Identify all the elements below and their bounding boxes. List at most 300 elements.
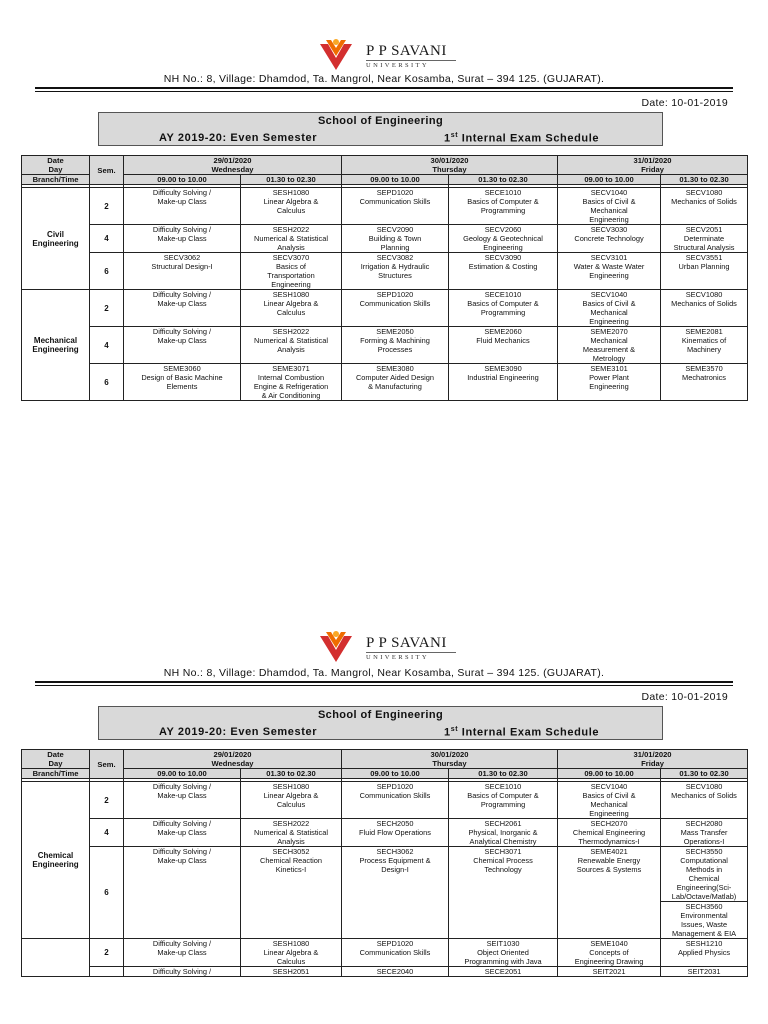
- cell-line: SECV1080: [685, 188, 723, 197]
- cell-line: Communication Skills: [359, 197, 431, 206]
- cell-line: Kinematics of: [681, 336, 727, 345]
- exam-subject-cell: [124, 253, 241, 290]
- issue-date: Date: 10-01-2019: [641, 97, 728, 109]
- cell-line: Design-I: [381, 865, 409, 874]
- exam-subject-cell: [558, 290, 661, 327]
- brand-subtitle: UNIVERSITY: [366, 60, 456, 69]
- exam-subject-cell: [558, 364, 661, 401]
- exam-day: Wednesday: [211, 165, 254, 174]
- cell-line: SEME2081: [685, 327, 723, 336]
- cell-line: Operations-I: [683, 837, 725, 846]
- cell-line: Sources & Systems: [576, 865, 642, 874]
- cell-line: Calculus: [276, 957, 306, 966]
- exam-subject-cell: [342, 290, 449, 327]
- cell-line: SESH2022: [272, 819, 310, 828]
- exam-subject-cell: [558, 847, 661, 939]
- cell-line: Numerical & Statistical: [254, 234, 328, 243]
- cell-line: SEIT2031: [687, 967, 721, 976]
- exam-subject-cell: [124, 327, 241, 364]
- branch-name: Mechanical Engineering: [22, 290, 90, 401]
- cell-line: SECV3070: [272, 253, 310, 262]
- cell-line: Programming: [480, 800, 526, 809]
- exam-subject-cell: [241, 967, 342, 977]
- cell-line: Difficulty Solving /: [152, 327, 212, 336]
- time-slot-header: 09.00 to 10.00: [342, 769, 449, 779]
- cell-line: SECE1010: [484, 290, 522, 299]
- cell-line: Design of Basic Machine: [141, 373, 223, 382]
- semester: [90, 967, 124, 977]
- schedule-row: [22, 225, 748, 253]
- time-slot-header: 01.30 to 02.30: [661, 175, 748, 185]
- cell-line: Engineering: [483, 243, 523, 252]
- schedule-row: [22, 847, 748, 902]
- time-slot-header: 01.30 to 02.30: [449, 769, 558, 779]
- cell-line: SECH3052: [272, 847, 310, 856]
- cell-line: SECH2050: [376, 819, 414, 828]
- cell-line: Process Equipment &: [359, 856, 431, 865]
- cell-line: SEME3071: [272, 364, 310, 373]
- cell-line: SECH2061: [484, 819, 522, 828]
- cell-line: Urban Planning: [678, 262, 730, 271]
- exam-subject-cell: [124, 847, 241, 939]
- sem-header: Sem.: [90, 750, 124, 779]
- cell-line: Mechanical: [590, 800, 628, 809]
- cell-line: Analytical Chemistry: [469, 837, 537, 846]
- time-header-row: [22, 175, 748, 185]
- university-logo: [316, 628, 456, 668]
- cell-line: Basics of Civil &: [582, 197, 636, 206]
- cell-line: Numerical & Statistical: [254, 828, 328, 837]
- cell-line: Basics of Computer &: [467, 791, 539, 800]
- cell-line: Make-up Class: [157, 791, 207, 800]
- cell-line: Mechatronics: [682, 373, 726, 382]
- cell-line: SESH2022: [272, 225, 310, 234]
- date-label: Date: [47, 156, 64, 165]
- cell-line: Difficulty Solving /: [152, 967, 212, 976]
- exam-subject-cell: [449, 253, 558, 290]
- exam-subject-cell: [558, 253, 661, 290]
- cell-line: SECV2051: [685, 225, 723, 234]
- exam-subject-cell: [661, 253, 748, 290]
- cell-line: SEME4021: [590, 847, 628, 856]
- exam-subject-cell: [449, 967, 558, 977]
- cell-line: Difficulty Solving /: [152, 847, 212, 856]
- cell-line: Engineering: [589, 809, 629, 818]
- branch-time-header: Branch/Time: [22, 175, 90, 185]
- brand-name: P P SAVANI: [366, 43, 447, 59]
- exam-subject-cell: [449, 819, 558, 847]
- university-emblem-icon: [316, 36, 356, 76]
- cell-line: Chemical: [688, 874, 720, 883]
- cell-line: Computational: [680, 856, 728, 865]
- exam-subject-cell: [342, 847, 449, 939]
- exam-subject-cell: [124, 819, 241, 847]
- cell-line: Internal Combustion: [257, 373, 325, 382]
- cell-line: Mechanics of Solids: [671, 299, 737, 308]
- cell-line: Mechanical: [590, 206, 628, 215]
- cell-line: Object Oriented: [477, 948, 529, 957]
- exam-subject-cell: [558, 188, 661, 225]
- divider: [35, 91, 733, 92]
- cell-line: SEME3060: [163, 364, 201, 373]
- cell-line: SESH1080: [272, 939, 310, 948]
- schedule-row: [22, 782, 748, 819]
- cell-line: SECV3030: [590, 225, 628, 234]
- semester: 2: [90, 939, 124, 967]
- day-label: Day: [48, 759, 63, 768]
- cell-line: Engineering: [589, 215, 629, 224]
- divider: [35, 685, 733, 686]
- cell-line: Programming with Java: [464, 957, 542, 966]
- exam-subject-cell: [661, 902, 748, 939]
- cell-line: SECH3071: [484, 847, 522, 856]
- cell-line: Make-up Class: [157, 299, 207, 308]
- exam-subject-cell: [661, 188, 748, 225]
- exam-subject-cell: [342, 188, 449, 225]
- exam-subject-cell: [124, 225, 241, 253]
- exam-schedule-table: [21, 155, 748, 401]
- cell-line: Analysis: [277, 345, 305, 354]
- cell-line: Mechanics of Solids: [671, 197, 737, 206]
- exam-subject-cell: [241, 847, 342, 939]
- cell-line: SECH2080: [685, 819, 723, 828]
- cell-line: SESH2051: [272, 967, 310, 976]
- exam-day: Friday: [641, 165, 664, 174]
- cell-line: Planning: [380, 243, 410, 252]
- cell-line: Fluid Mechanics: [476, 336, 530, 345]
- cell-line: Basics of: [276, 262, 306, 271]
- cell-line: Geology & Geotechnical: [463, 234, 543, 243]
- cell-line: Numerical & Statistical: [254, 336, 328, 345]
- schedule-ordinal: 1: [444, 726, 451, 739]
- divider: [35, 681, 733, 683]
- exam-subject-cell: [124, 364, 241, 401]
- cell-line: Basics of Civil &: [582, 299, 636, 308]
- exam-subject-cell: [661, 782, 748, 819]
- cell-line: Technology: [484, 865, 522, 874]
- exam-subject-cell: [241, 225, 342, 253]
- cell-line: Physical, Inorganic &: [468, 828, 538, 837]
- exam-day: Thursday: [432, 165, 467, 174]
- exam-date: 31/01/2020: [633, 156, 672, 165]
- cell-line: Transportation: [267, 271, 315, 280]
- cell-line: Engineering: [589, 271, 629, 280]
- cell-line: Methods in: [685, 865, 723, 874]
- cell-line: SESH1080: [272, 188, 310, 197]
- time-header-row: [22, 769, 748, 779]
- cell-line: SECV1040: [590, 782, 628, 791]
- exam-subject-cell: [661, 819, 748, 847]
- exam-date: 29/01/2020: [213, 750, 252, 759]
- time-slot-header: 01.30 to 02.30: [449, 175, 558, 185]
- exam-subject-cell: [241, 819, 342, 847]
- cell-line: Fluid Flow Operations: [359, 828, 431, 837]
- cell-line: SECH3062: [376, 847, 414, 856]
- cell-line: Basics of Computer &: [467, 299, 539, 308]
- cell-line: Difficulty Solving /: [152, 782, 212, 791]
- cell-line: Kinetics-I: [275, 865, 307, 874]
- schedule-row: [22, 327, 748, 364]
- cell-line: Elements: [166, 382, 198, 391]
- schedule-row: [22, 364, 748, 401]
- academic-year: AY 2019-20: Even Semester: [159, 132, 318, 144]
- cell-line: Structural Design-I: [151, 262, 213, 271]
- cell-line: Computer Aided Design: [355, 373, 435, 382]
- cell-line: & Air Conditioning: [261, 391, 321, 400]
- exam-subject-cell: [124, 290, 241, 327]
- day-header: [558, 156, 748, 175]
- exam-subject-cell: [661, 939, 748, 967]
- cell-line: Calculus: [276, 206, 306, 215]
- cell-line: Determinate: [683, 234, 725, 243]
- exam-subject-cell: [449, 327, 558, 364]
- exam-day: Friday: [641, 759, 664, 768]
- exam-subject-cell: [241, 782, 342, 819]
- cell-line: Measurement &: [582, 345, 636, 354]
- cell-line: Linear Algebra &: [263, 791, 319, 800]
- branch-name: Civil Engineering: [22, 188, 90, 290]
- cell-line: Renewable Energy: [577, 856, 641, 865]
- branch-name: Chemical Engineering: [22, 782, 90, 939]
- semester: 2: [90, 782, 124, 819]
- school-name: School of Engineering: [317, 709, 444, 721]
- cell-line: Difficulty Solving /: [152, 819, 212, 828]
- cell-line: Forming & Machining: [360, 336, 430, 345]
- exam-subject-cell: [241, 188, 342, 225]
- cell-line: Analysis: [277, 243, 305, 252]
- cell-line: Linear Algebra &: [263, 299, 319, 308]
- exam-subject-cell: [241, 939, 342, 967]
- exam-subject-cell: [342, 327, 449, 364]
- cell-line: Power Plant: [589, 373, 629, 382]
- cell-line: Structures: [378, 271, 412, 280]
- cell-line: Basics of Civil &: [582, 791, 636, 800]
- cell-line: Basics of Computer &: [467, 197, 539, 206]
- cell-line: SECH3560: [685, 902, 723, 911]
- semester: 2: [90, 188, 124, 225]
- exam-subject-cell: [449, 939, 558, 967]
- cell-line: Structural Analysis: [673, 243, 735, 252]
- exam-subject-cell: [661, 290, 748, 327]
- exam-subject-cell: [342, 819, 449, 847]
- exam-subject-cell: [124, 188, 241, 225]
- time-slot-header: 09.00 to 10.00: [124, 769, 241, 779]
- divider: [35, 87, 733, 89]
- time-slot-header: 09.00 to 10.00: [558, 175, 661, 185]
- cell-line: SESH1080: [272, 782, 310, 791]
- cell-line: SEPD1020: [376, 290, 414, 299]
- semester: 6: [90, 364, 124, 401]
- day-header: [342, 156, 558, 175]
- exam-subject-cell: [124, 967, 241, 977]
- exam-subject-cell: [558, 327, 661, 364]
- branch-name: [22, 939, 90, 977]
- cell-line: Communication Skills: [359, 299, 431, 308]
- cell-line: SEIT2021: [592, 967, 626, 976]
- sem-header: Sem.: [90, 156, 124, 185]
- cell-line: Programming: [480, 308, 526, 317]
- school-name: School of Engineering: [317, 115, 444, 127]
- exam-date: 30/01/2020: [430, 156, 469, 165]
- exam-subject-cell: [558, 967, 661, 977]
- cell-line: SECV2060: [484, 225, 522, 234]
- cell-line: Engine & Refrigeration: [253, 382, 329, 391]
- exam-subject-cell: [449, 188, 558, 225]
- schedule-title: [444, 132, 599, 145]
- header-row: [22, 750, 748, 769]
- address-line: NH No.: 8, Village: Dhamdod, Ta. Mangrol, Near Kosamba, Surat – 394 125. (GUJARAT).: [163, 73, 605, 85]
- cell-line: SECV3062: [163, 253, 201, 262]
- day-header: [558, 750, 748, 769]
- semester: 2: [90, 290, 124, 327]
- header-row: [22, 156, 748, 175]
- time-slot-header: 01.30 to 02.30: [241, 175, 342, 185]
- date-label: Date: [47, 750, 64, 759]
- exam-subject-cell: [342, 782, 449, 819]
- semester: 6: [90, 253, 124, 290]
- cell-line: Engineering: [271, 280, 311, 289]
- cell-line: SECV1080: [685, 782, 723, 791]
- schedule-row: [22, 290, 748, 327]
- cell-line: SECE1010: [484, 782, 522, 791]
- cell-line: SEME3101: [590, 364, 628, 373]
- schedule-ordinal-suffix: st: [450, 132, 459, 139]
- cell-line: SECV3551: [685, 253, 723, 262]
- cell-line: Engineering(Sci-: [676, 883, 732, 892]
- cell-line: SEME3570: [685, 364, 723, 373]
- cell-line: Difficulty Solving /: [152, 188, 212, 197]
- cell-line: Make-up Class: [157, 948, 207, 957]
- cell-line: SECV3101: [590, 253, 628, 262]
- schedule-ordinal: 1: [444, 132, 451, 145]
- exam-date: 31/01/2020: [633, 750, 672, 759]
- semester: 4: [90, 819, 124, 847]
- exam-subject-cell: [342, 939, 449, 967]
- exam-subject-cell: [449, 847, 558, 939]
- cell-line: SEIT1030: [486, 939, 520, 948]
- cell-line: Chemical Reaction: [259, 856, 323, 865]
- exam-subject-cell: [558, 782, 661, 819]
- cell-line: Make-up Class: [157, 234, 207, 243]
- cell-line: Management & EIA: [671, 929, 737, 938]
- university-emblem-icon: [316, 628, 356, 668]
- cell-line: SEME2060: [484, 327, 522, 336]
- cell-line: SECH2070: [590, 819, 628, 828]
- exam-subject-cell: [449, 364, 558, 401]
- semester: 4: [90, 225, 124, 253]
- cell-line: Issues, Waste: [680, 920, 728, 929]
- cell-line: Analysis: [277, 837, 305, 846]
- day-header: [124, 156, 342, 175]
- exam-subject-cell: [558, 819, 661, 847]
- cell-line: SEME3080: [376, 364, 414, 373]
- cell-line: Concepts of: [589, 948, 629, 957]
- brand-name: P P SAVANI: [366, 635, 447, 651]
- cell-line: Processes: [377, 345, 413, 354]
- cell-line: SECV2090: [376, 225, 414, 234]
- cell-line: Difficulty Solving /: [152, 225, 212, 234]
- schedule-ordinal-suffix: st: [450, 726, 459, 733]
- cell-line: Industrial Engineering: [467, 373, 539, 382]
- university-logo: [316, 36, 456, 76]
- exam-subject-cell: [241, 327, 342, 364]
- cell-line: SECV1080: [685, 290, 723, 299]
- schedule-row: [22, 253, 748, 290]
- cell-line: Irrigation & Hydraulic: [360, 262, 430, 271]
- date-day-header: [22, 750, 90, 769]
- cell-line: SEME2050: [376, 327, 414, 336]
- cell-line: Make-up Class: [157, 828, 207, 837]
- cell-line: Linear Algebra &: [263, 948, 319, 957]
- cell-line: Difficulty Solving /: [152, 290, 212, 299]
- exam-date: 29/01/2020: [213, 156, 252, 165]
- cell-line: Communication Skills: [359, 948, 431, 957]
- exam-subject-cell: [661, 327, 748, 364]
- exam-banner: [98, 706, 663, 740]
- time-slot-header: 09.00 to 10.00: [342, 175, 449, 185]
- exam-subject-cell: [124, 939, 241, 967]
- time-slot-header: 01.30 to 02.30: [241, 769, 342, 779]
- cell-line: Engineering: [589, 382, 629, 391]
- cell-line: Metrology: [592, 354, 626, 363]
- date-day-header: [22, 156, 90, 175]
- exam-subject-cell: [124, 782, 241, 819]
- cell-line: SECV1040: [590, 188, 628, 197]
- exam-subject-cell: [449, 225, 558, 253]
- exam-subject-cell: [661, 847, 748, 902]
- cell-line: Mechanical: [590, 336, 628, 345]
- cell-line: SEPD1020: [376, 939, 414, 948]
- issue-date: Date: 10-01-2019: [641, 691, 728, 703]
- cell-line: Mass Transfer: [680, 828, 728, 837]
- exam-subject-cell: [241, 253, 342, 290]
- exam-banner: [98, 112, 663, 146]
- brand-subtitle: UNIVERSITY: [366, 652, 456, 661]
- exam-date: 30/01/2020: [430, 750, 469, 759]
- day-header: [342, 750, 558, 769]
- cell-line: SESH1210: [685, 939, 723, 948]
- exam-subject-cell: [449, 290, 558, 327]
- branch-time-header: Branch/Time: [22, 769, 90, 779]
- exam-subject-cell: [241, 290, 342, 327]
- cell-line: Engineering Drawing: [574, 957, 644, 966]
- exam-subject-cell: [661, 364, 748, 401]
- cell-line: SECE2040: [376, 967, 414, 976]
- cell-line: Building & Town: [368, 234, 422, 243]
- cell-line: SECV3082: [376, 253, 414, 262]
- cell-line: SEPD1020: [376, 782, 414, 791]
- cell-line: Difficulty Solving /: [152, 939, 212, 948]
- cell-line: Make-up Class: [157, 197, 207, 206]
- cell-line: Water & Waste Water: [573, 262, 645, 271]
- schedule-row: [22, 967, 748, 977]
- cell-line: Make-up Class: [157, 856, 207, 865]
- exam-subject-cell: [449, 782, 558, 819]
- cell-line: & Manufacturing: [368, 382, 422, 391]
- schedule-row: [22, 188, 748, 225]
- cell-line: Concrete Technology: [574, 234, 644, 243]
- cell-line: SESH1080: [272, 290, 310, 299]
- cell-line: SECE2051: [484, 967, 522, 976]
- time-slot-header: 09.00 to 10.00: [558, 769, 661, 779]
- cell-line: SECH3550: [685, 847, 723, 856]
- cell-line: Machinery: [686, 345, 722, 354]
- cell-line: SEME1040: [590, 939, 628, 948]
- schedule-title: [444, 726, 599, 739]
- exam-subject-cell: [342, 225, 449, 253]
- exam-subject-cell: [661, 967, 748, 977]
- cell-line: Mechanics of Solids: [671, 791, 737, 800]
